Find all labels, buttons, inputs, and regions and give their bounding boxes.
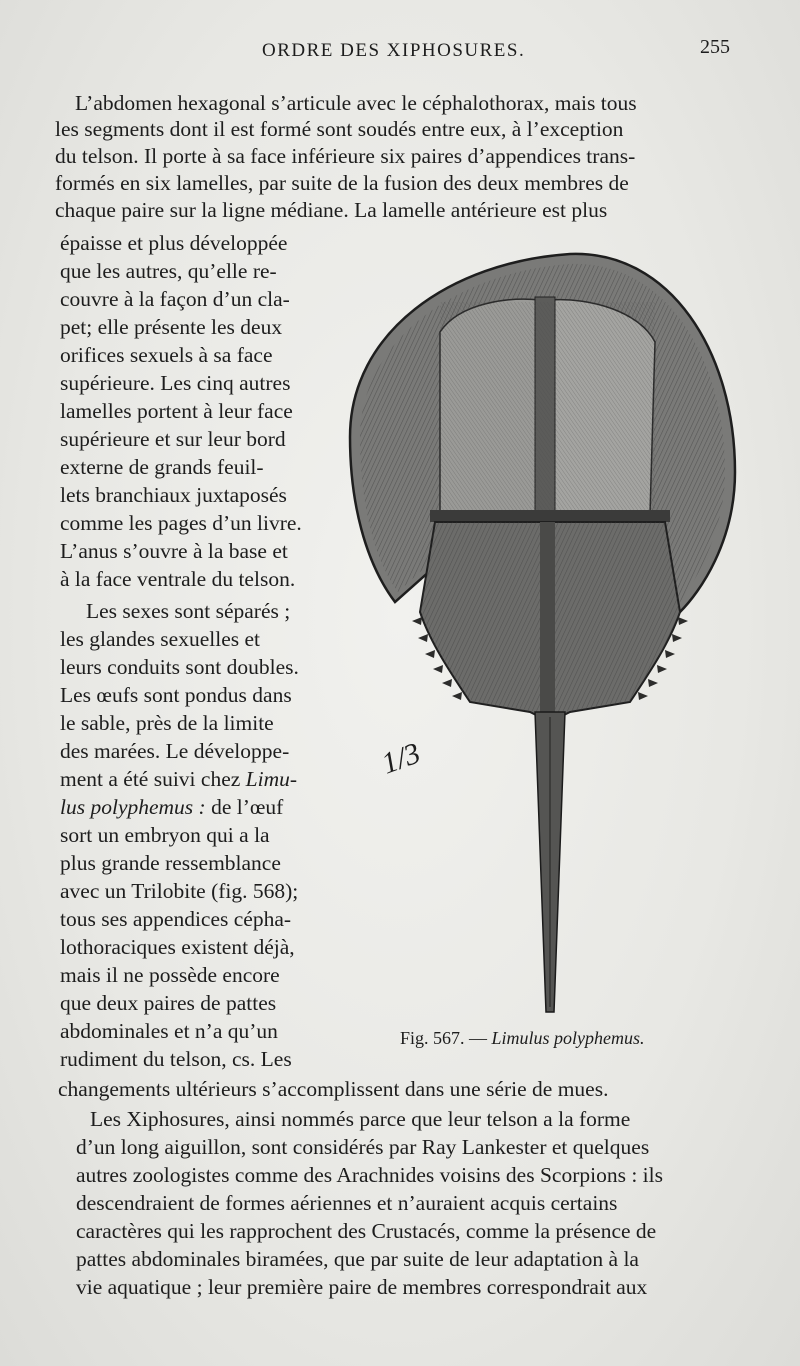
caption-prefix: Fig. 567. — — [400, 1028, 492, 1048]
text-line: des marées. Le développe- — [60, 739, 290, 763]
text-line: lets branchiaux juxtaposés — [60, 483, 287, 507]
text-line: que deux paires de pattes — [60, 991, 277, 1015]
species-name-fragment: Limu- — [245, 767, 298, 791]
text-line: le sable, près de la limite — [60, 711, 274, 735]
text-line: L’abdomen hexagonal s’articule avec le céphalothorax, mais tous — [75, 91, 637, 115]
text-line: descendraient de formes aériennes et n’auraient acquis certains — [76, 1191, 618, 1215]
text-line: changements ultérieurs s’accomplissent dans une série de mues. — [58, 1077, 609, 1101]
text-line: tous ses appendices cépha- — [60, 907, 292, 931]
text-line: abdominales et n’a qu’un — [60, 1019, 278, 1043]
running-title: ORDRE DES XIPHOSURES. — [262, 40, 526, 61]
text-fragment: ment a été suivi chez — [60, 767, 246, 791]
text-line: avec un Trilobite (fig. 568); — [60, 879, 299, 903]
text-line: les segments dont il est formé sont soudés entre eux, à l’exception — [55, 117, 624, 141]
scale-label: 1/3 — [377, 736, 425, 781]
text-line: rudiment du telson, cs. Les — [60, 1047, 292, 1071]
text-line: vie aquatique ; leur première paire de membres correspondrait aux — [76, 1275, 648, 1299]
abdomen-median-ridge — [540, 522, 555, 712]
limulus-engraving — [340, 242, 740, 1022]
text-line: épaisse et plus développée — [60, 231, 288, 255]
text-line: couvre à la façon d’un cla- — [60, 287, 290, 311]
text-line: Les sexes sont séparés ; — [86, 599, 291, 623]
caption-species: Limulus polyphemus. — [491, 1028, 645, 1048]
figure-caption — [400, 1028, 645, 1049]
species-name-fragment: lus polyphemus : — [60, 795, 206, 819]
text-line-italic-species — [60, 794, 283, 820]
text-line: leurs conduits sont doubles. — [60, 655, 299, 679]
text-line: caractères qui les rapprochent des Crustacés, comme la présence de — [76, 1219, 657, 1243]
text-line: supérieure. Les cinq autres — [60, 371, 291, 395]
text-line: les glandes sexuelles et — [60, 627, 261, 651]
text-line: Les œufs sont pondus dans — [60, 683, 292, 707]
text-line: que les autres, qu’elle re- — [60, 259, 277, 283]
text-line: supérieure et sur leur bord — [60, 427, 286, 451]
text-line: lamelles portent à leur face — [60, 399, 293, 423]
text-line: chaque paire sur la ligne médiane. La lamelle antérieure est plus — [55, 198, 608, 222]
text-fragment: de l’œuf — [205, 795, 284, 819]
text-line: à la face ventrale du telson. — [60, 567, 296, 591]
text-line: lothoraciques existent déjà, — [60, 935, 295, 959]
text-line: pet; elle présente les deux — [60, 315, 283, 339]
text-line: du telson. Il porte à sa face inférieure six paires d’appendices trans- — [55, 144, 636, 168]
text-line: Les Xiphosures, ainsi nommés parce que leur telson a la forme — [90, 1107, 631, 1131]
text-line: comme les pages d’un livre. — [60, 511, 302, 535]
text-line: pattes abdominales biramées, que par suite de leur adaptation à la — [76, 1247, 639, 1271]
text-line: orifices sexuels à sa face — [60, 343, 273, 367]
hinge — [430, 510, 670, 522]
text-line: d’un long aiguillon, sont considérés par Ray Lankester et quelques — [76, 1135, 650, 1159]
text-line: plus grande ressemblance — [60, 851, 281, 875]
text-line: mais il ne possède encore — [60, 963, 280, 987]
text-line: formés en six lamelles, par suite de la fusion des deux membres de — [55, 171, 629, 195]
text-line: autres zoologistes comme des Arachnides voisins des Scorpions : ils — [76, 1163, 663, 1187]
page-number: 255 — [700, 36, 730, 58]
text-line: sort un embryon qui a la — [60, 823, 270, 847]
text-line: L’anus s’ouvre à la base et — [60, 539, 288, 563]
text-line-italic-genus — [60, 766, 297, 792]
text-line: externe de grands feuil- — [60, 455, 264, 479]
